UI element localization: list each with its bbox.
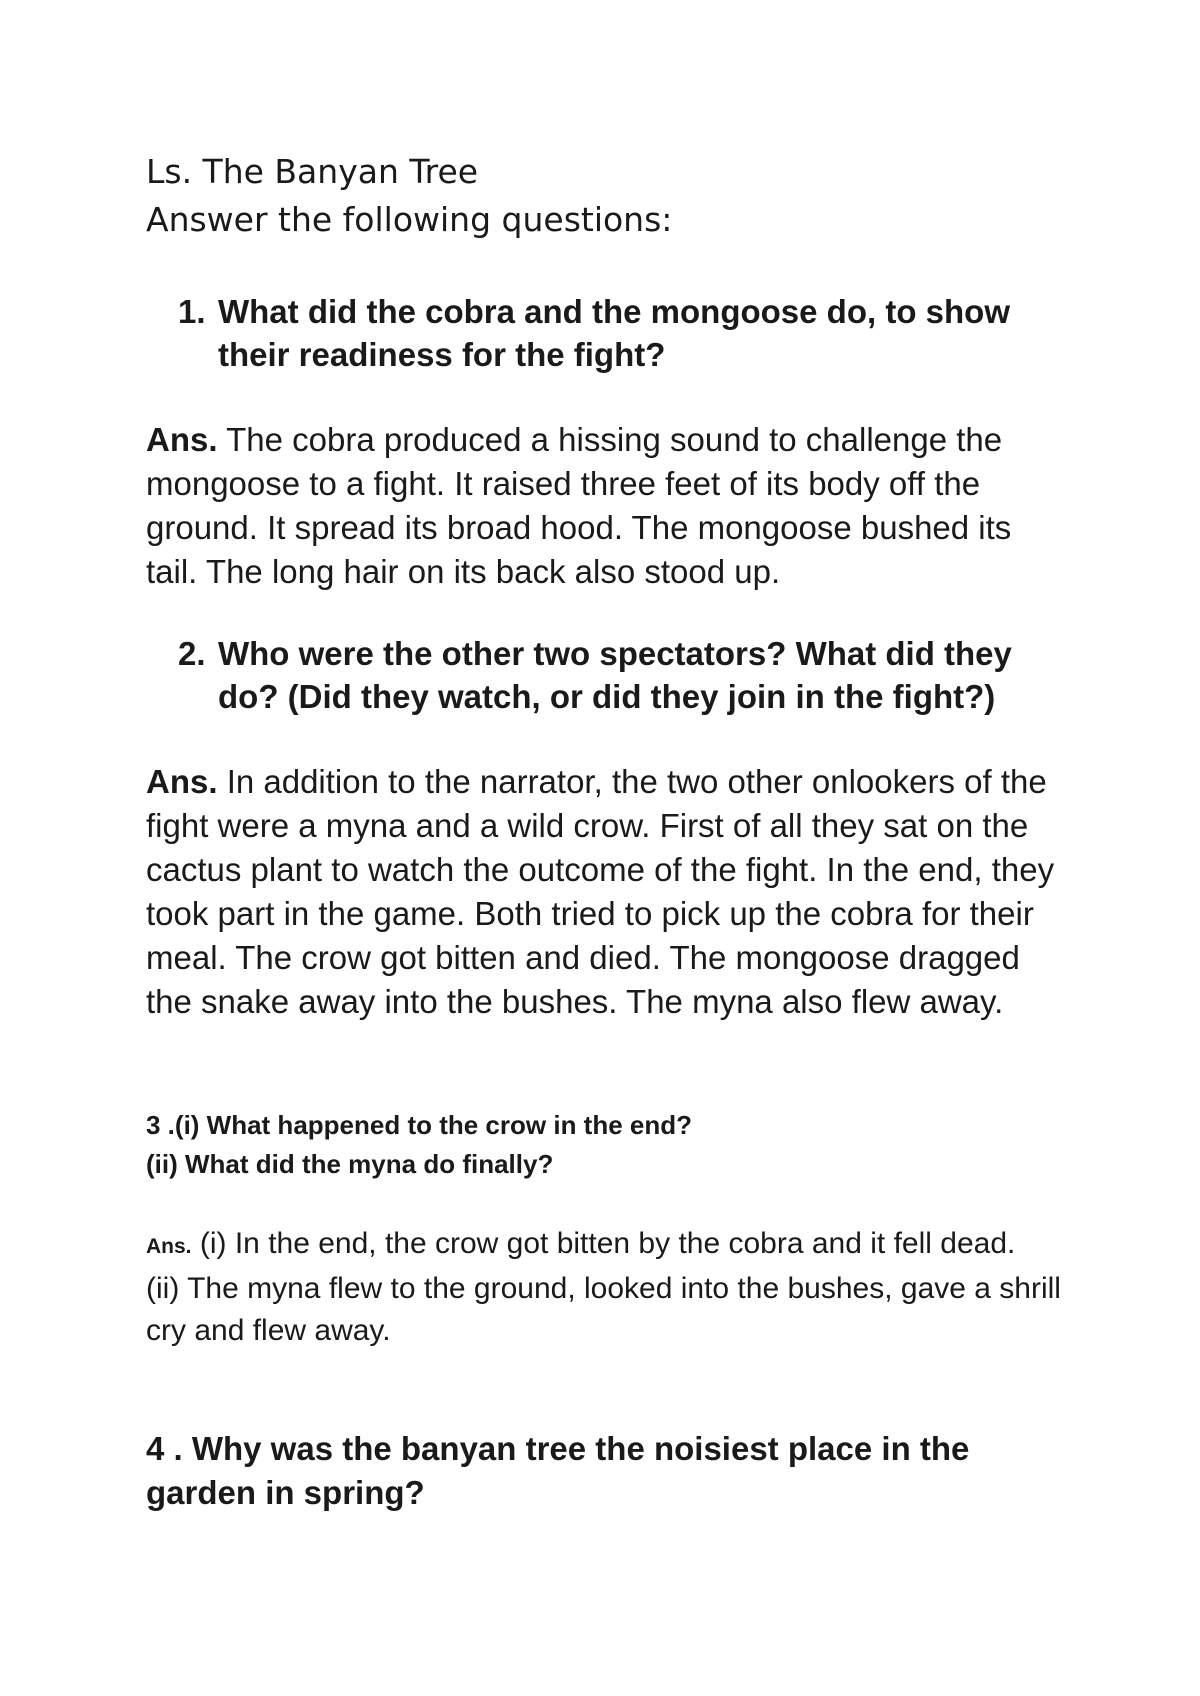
question-text: What did the cobra and the mongoose do, to show their readiness for the fight? bbox=[218, 293, 1010, 373]
question-text: Who were the other two spectators? What did they do? (Did they watch, or did they join in the fight?) bbox=[218, 635, 1012, 715]
answer-text: In addition to the narrator, the two other onlookers of the fight were a myna and a wild crow. First of all they sat on the cactus plant to watch the outcome of the fight. In the end, they took part in the game. Both tried to pick up the cobra for their meal. The crow got bitten and died. The mongoose dragged the snake away into the bushes. The myna also flew away. bbox=[146, 763, 1055, 1020]
answer-label: Ans. bbox=[146, 1235, 192, 1258]
answer-label: Ans. bbox=[146, 763, 218, 800]
answer-2 bbox=[146, 760, 1066, 1024]
instruction-line: Answer the following questions: bbox=[146, 200, 673, 239]
answer-3-part-i: (i) In the end, the crow got bitten by the cobra and it fell dead. bbox=[199, 1227, 1016, 1260]
question-2 bbox=[178, 632, 1078, 718]
lesson-title: Ls. The Banyan Tree bbox=[146, 152, 479, 191]
answer-1 bbox=[146, 418, 1066, 594]
question-3-part-i: 3 .(i) What happened to the crow in the end? bbox=[146, 1110, 692, 1140]
question-3-part-ii: (ii) What did the myna do finally? bbox=[146, 1149, 554, 1179]
question-3 bbox=[146, 1106, 1066, 1184]
answer-3 bbox=[146, 1223, 1066, 1352]
question-number: 2. bbox=[178, 635, 206, 672]
question-number: 1. bbox=[178, 293, 206, 330]
question-4: 4 . Why was the banyan tree the noisiest place in the garden in spring? bbox=[146, 1430, 970, 1511]
answer-3-part-ii: (ii) The myna flew to the ground, looked into the bushes, gave a shrill cry and flew away. bbox=[146, 1272, 1061, 1347]
answer-label: Ans. bbox=[146, 421, 218, 458]
question-1 bbox=[178, 290, 1078, 376]
answer-text: The cobra produced a hissing sound to challenge the mongoose to a fight. It raised three feet of its body off the ground. It spread its broad hood. The mongoose bushed its tail. The long hair on its back also stood up. bbox=[146, 421, 1012, 590]
